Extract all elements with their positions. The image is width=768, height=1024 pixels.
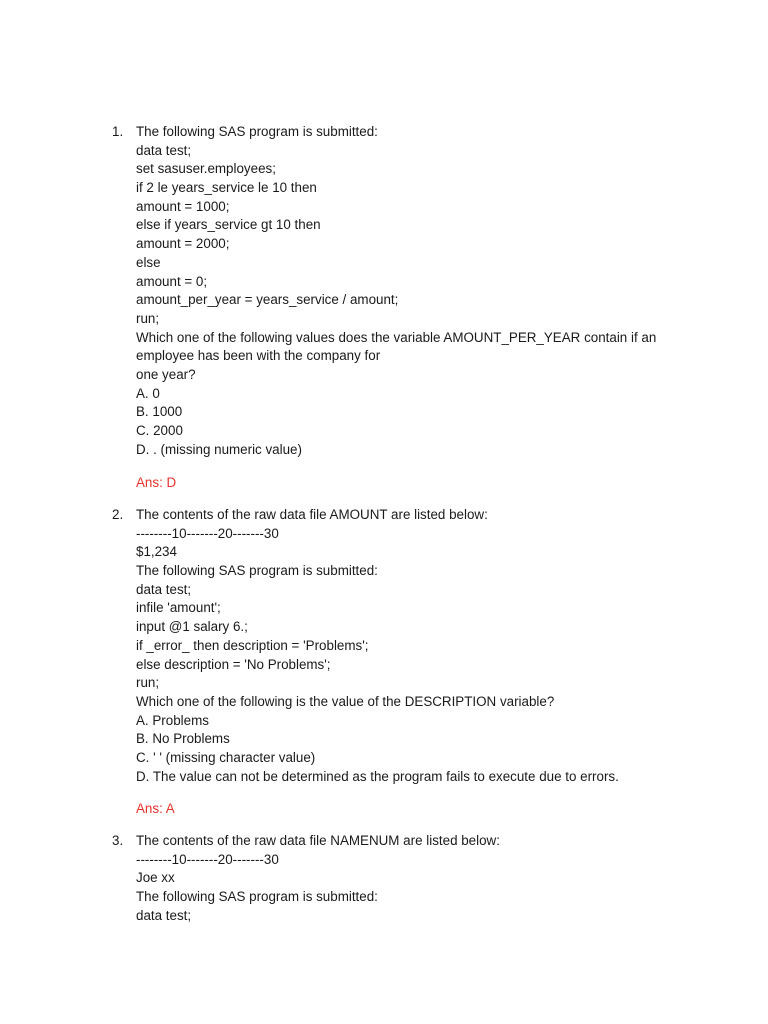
question-number: 3. [112, 833, 124, 848]
code-line: else description = 'No Problems'; [136, 656, 331, 672]
code-line: run; [136, 310, 160, 326]
question-line: The contents of the raw data file NAMENUM are listed below: [136, 833, 500, 848]
ruler-line: --------10-------20-------30 [136, 525, 279, 541]
code-line: amount = 1000; [136, 198, 230, 214]
code-line: infile 'amount'; [136, 600, 221, 616]
question-text [136, 506, 716, 786]
question-number: 1. [112, 124, 124, 139]
question-line: The contents of the raw data file AMOUNT are listed below: [136, 507, 488, 522]
option-c: C. 2000 [136, 423, 183, 438]
option-a: A. 0 [136, 385, 160, 401]
ruler-line: --------10-------20-------30 [136, 851, 279, 867]
question-line: The following SAS program is submitted: [136, 889, 378, 905]
code-line: set sasuser.employees; [136, 161, 276, 177]
question-line: The following SAS program is submitted: [136, 124, 378, 139]
option-c: C. ' ' (missing character value) [136, 749, 316, 765]
question-number: 2. [112, 507, 124, 522]
option-d: D. The value can not be determined as the program fails to execute due to errors. [136, 768, 619, 784]
question-line: employee has been with the company for [136, 348, 381, 364]
code-line: data test; [136, 581, 192, 597]
answer-2: Ans: A [136, 801, 175, 816]
question-text [136, 123, 716, 459]
code-line: input @1 salary 6.; [136, 619, 248, 635]
code-line: amount = 0; [136, 273, 208, 289]
code-line: if _error_ then description = 'Problems'; [136, 637, 369, 653]
option-d: D. . (missing numeric value) [136, 441, 302, 457]
code-line: if 2 le years_service le 10 then [136, 180, 317, 196]
data-line: Joe xx [136, 870, 175, 886]
option-b: B. 1000 [136, 404, 183, 420]
question-line: Which one of the following values does the variable AMOUNT_PER_YEAR contain if an [136, 329, 657, 345]
option-b: B. No Problems [136, 731, 230, 747]
code-line: else if years_service gt 10 then [136, 217, 321, 233]
code-line: run; [136, 675, 160, 691]
code-line: else [136, 254, 161, 270]
code-line: data test; [136, 907, 192, 923]
question-line: The following SAS program is submitted: [136, 563, 378, 579]
answer-1: Ans: D [136, 475, 177, 490]
option-a: A. Problems [136, 712, 209, 728]
question-line: Which one of the following is the value of the DESCRIPTION variable? [136, 693, 555, 709]
question-text [136, 832, 716, 925]
data-line: $1,234 [136, 544, 177, 560]
question-line: one year? [136, 366, 196, 382]
code-line: amount_per_year = years_service / amount; [136, 292, 399, 308]
code-line: data test; [136, 142, 192, 158]
code-line: amount = 2000; [136, 236, 230, 252]
